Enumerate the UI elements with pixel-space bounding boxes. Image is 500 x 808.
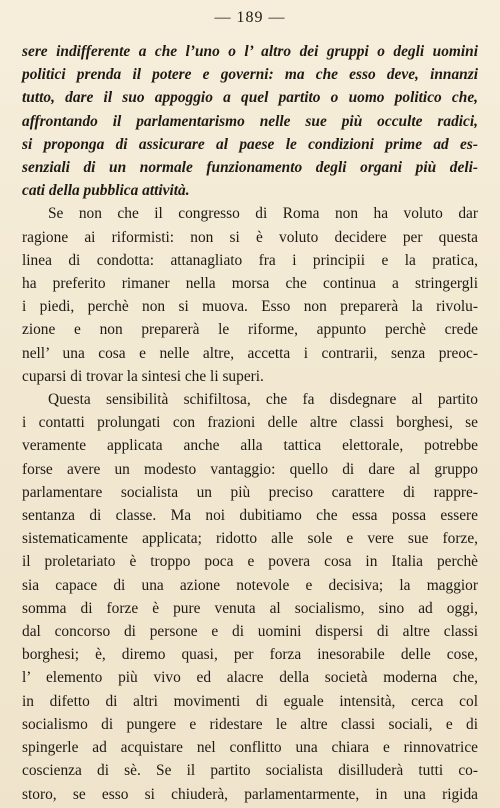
text-line: in difetto di altri movimenti di eguale intensità, cerca col (22, 692, 478, 710)
text-line: parlamentare socialista un più preciso carattere di rappre- (22, 483, 478, 501)
text-line: cati della pubblica attività. (22, 182, 190, 200)
text-line: coscienza di sè. Se il partito socialista disilluderà tutti co- (22, 762, 478, 780)
text-line: il proletariato è troppo poca e povera cosa in Italia perchè (22, 553, 478, 571)
text-line: senziali di un normale funzionamento degli organi più deli- (22, 159, 478, 177)
text-line: nell’ una cosa e nelle altre, accetta i contrarii, senza preoc- (22, 344, 478, 362)
text-line: sere indifferente a che l’uno o l’ altro dei gruppi o degli uomini (22, 43, 478, 60)
text-line: politici prenda il potere e governi: ma che esso deve, innanzi (22, 66, 478, 84)
text-line: Questa sensibilità schifiltosa, che fa disdegnare al partito (48, 391, 478, 409)
text-line: cuparsi di trovar la sintesi che li superi. (22, 367, 264, 385)
paragraph-1 (22, 40, 478, 202)
text-line: sia capace di una azione notevole e decisiva; la maggior (22, 576, 478, 594)
text-line: sentanza di classe. Ma noi dubitiamo che essa possa essere (22, 507, 478, 525)
text-line: forse avere un modesto vantaggio: quello di dare al gruppo (22, 460, 478, 478)
text-line: si proponga di assicurare al paese le condizioni prime ad es- (22, 135, 478, 153)
text-line: dal concorso di persone e di uomini dispersi di altre classi (22, 623, 478, 641)
paragraph-3 (22, 388, 478, 806)
text-line: spingerle ad acquistare nel conflitto una chiara e rinnovatrice (22, 739, 478, 757)
text-line: socialismo di pungere e ridestare le altre classi sociali, e di (22, 715, 478, 733)
text-line: zione e non preparerà le riforme, appunto perchè crede (22, 321, 478, 339)
text-line: somma di forze è pure venuta al socialismo, sino ad oggi, (22, 599, 478, 617)
text-line: ragione ai riformisti: non si è voluto decidere per questa (22, 228, 478, 246)
text-line: linea di condotta: attanagliato fra i principii e la pratica, (22, 251, 478, 269)
text-line: i piedi, perchè non si muova. Esso non preparerà la rivolu- (22, 298, 478, 316)
text-line: borghesi; è, diremo quasi, per forza inesorabile delle cose, (22, 646, 478, 664)
text-line: l’ elemento più vivo ed alacre della società moderna che, (22, 669, 478, 687)
paragraph-2 (22, 202, 478, 388)
text-line: affrontando il parlamentarismo nelle sue più occulte radici, (22, 112, 478, 130)
text-line: ha preferito rimaner nella morsa che continua a stringergli (22, 275, 478, 293)
text-line: Se non che il congresso di Roma non ha voluto dar (48, 205, 478, 223)
page-number: — 189 — (214, 9, 286, 26)
text-line: storo, se esso si chiuderà, parlamentarmente, in una rigida (22, 785, 478, 803)
text-line: sistematicamente applicata; ridotto alle sole e vere sue forze, (22, 530, 478, 548)
text-line: tutto, dare il suo appoggio a quel partito o uomo politico che, (22, 89, 478, 107)
text-line: veramente applicata anche alla tattica elettorale, potrebbe (22, 437, 478, 455)
text-line: i contatti prolungati con frazioni delle altre classi borghesi, se (22, 414, 478, 432)
